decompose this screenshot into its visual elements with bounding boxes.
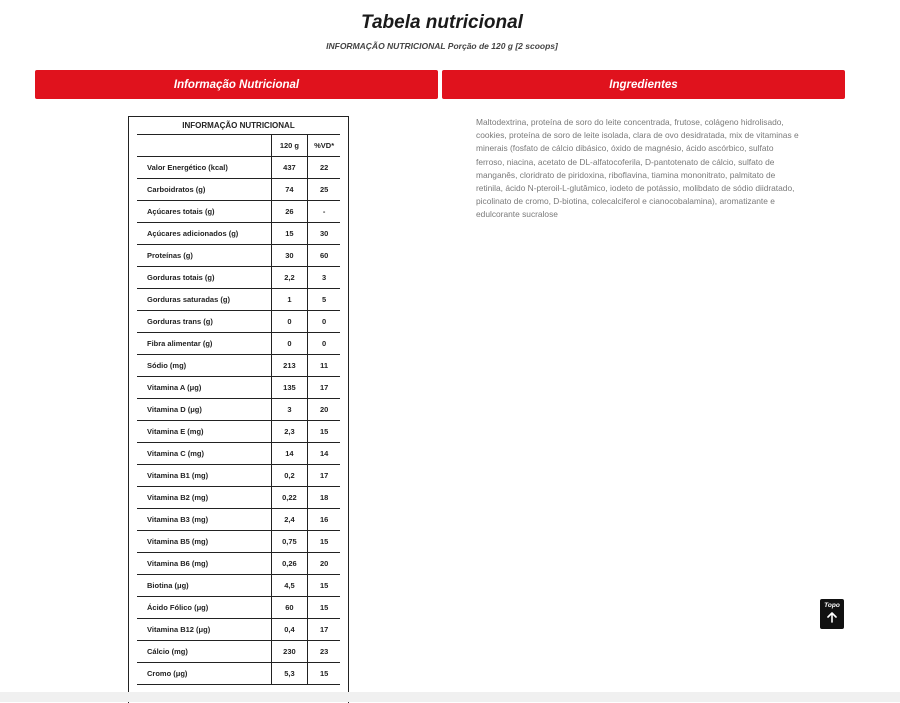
back-to-top-button[interactable] — [820, 599, 844, 629]
nutrient-quantity: 1 — [271, 289, 308, 311]
nutrient-daily-value: 11 — [308, 355, 340, 377]
nutrient-quantity: 0,4 — [271, 619, 308, 641]
nutrient-daily-value: 18 — [308, 487, 340, 509]
nutrition-row — [137, 509, 340, 531]
nutrition-row — [137, 663, 340, 685]
nutrient-name: Gorduras trans (g) — [137, 311, 271, 333]
page-bottom-strip — [0, 692, 900, 702]
nutrient-quantity: 437 — [271, 157, 308, 179]
nutrition-row — [137, 465, 340, 487]
nutrient-name: Cálcio (mg) — [137, 641, 271, 663]
nutrition-row — [137, 179, 340, 201]
nutrient-daily-value: 15 — [308, 575, 340, 597]
nutrition-row — [137, 487, 340, 509]
nutrient-daily-value: 15 — [308, 663, 340, 685]
nutrition-row — [137, 333, 340, 355]
nutrient-quantity: 2,2 — [271, 267, 308, 289]
nutrient-quantity: 0,75 — [271, 531, 308, 553]
nutrient-quantity: 2,4 — [271, 509, 308, 531]
nutrient-name: Carboidratos (g) — [137, 179, 271, 201]
nutrition-row — [137, 553, 340, 575]
nutrition-header-qty: 120 g — [271, 135, 308, 157]
nutrient-name: Fibra alimentar (g) — [137, 333, 271, 355]
nutrient-quantity: 60 — [271, 597, 308, 619]
tab-bar — [35, 70, 845, 99]
page-subtitle: INFORMAÇÃO NUTRICIONAL Porção de 120 g [2 scoops] — [326, 41, 558, 51]
nutrient-daily-value: 20 — [308, 399, 340, 421]
nutrient-quantity: 5,3 — [271, 663, 308, 685]
nutrient-daily-value: 14 — [308, 443, 340, 465]
nutrition-row — [137, 289, 340, 311]
nutrient-name: Proteínas (g) — [137, 245, 271, 267]
nutrient-quantity: 2,3 — [271, 421, 308, 443]
nutrition-row — [137, 245, 340, 267]
nutrient-name: Gorduras saturadas (g) — [137, 289, 271, 311]
nutrition-table-header-row — [137, 135, 340, 157]
nutrition-row — [137, 641, 340, 663]
nutrient-quantity: 74 — [271, 179, 308, 201]
nutrient-name: Vitamina B2 (mg) — [137, 487, 271, 509]
nutrient-name: Vitamina E (mg) — [137, 421, 271, 443]
nutrition-row — [137, 597, 340, 619]
nutrient-quantity: 4,5 — [271, 575, 308, 597]
nutrient-daily-value: 23 — [308, 641, 340, 663]
nutrition-row — [137, 201, 340, 223]
nutrient-daily-value: 15 — [308, 531, 340, 553]
nutrition-table-panel — [128, 116, 349, 703]
nutrient-quantity: 30 — [271, 245, 308, 267]
nutrition-row — [137, 267, 340, 289]
nutrient-name: Vitamina A (μg) — [137, 377, 271, 399]
nutrient-quantity: 26 — [271, 201, 308, 223]
nutrient-quantity: 0 — [271, 311, 308, 333]
nutrition-row — [137, 421, 340, 443]
nutrition-row — [137, 619, 340, 641]
nutrient-daily-value: - — [308, 201, 340, 223]
nutrient-daily-value: 17 — [308, 619, 340, 641]
nutrient-quantity: 213 — [271, 355, 308, 377]
tab-ingredientes[interactable]: Ingredientes — [442, 70, 845, 99]
nutrient-quantity: 230 — [271, 641, 308, 663]
nutrient-daily-value: 17 — [308, 377, 340, 399]
nutrition-row — [137, 157, 340, 179]
nutrient-daily-value: 30 — [308, 223, 340, 245]
tab-informacao-nutricional[interactable]: Informação Nutricional — [35, 70, 438, 99]
nutrient-daily-value: 15 — [308, 597, 340, 619]
nutrient-daily-value: 22 — [308, 157, 340, 179]
nutrient-name: Vitamina B5 (mg) — [137, 531, 271, 553]
nutrition-row — [137, 377, 340, 399]
nutrient-name: Cromo (μg) — [137, 663, 271, 685]
nutrient-daily-value: 60 — [308, 245, 340, 267]
nutrition-row — [137, 311, 340, 333]
nutrition-header-blank — [137, 135, 271, 157]
nutrient-name: Açúcares adicionados (g) — [137, 223, 271, 245]
nutrition-row — [137, 355, 340, 377]
nutrition-row — [137, 223, 340, 245]
nutrient-name: Valor Energético (kcal) — [137, 157, 271, 179]
nutrient-quantity: 3 — [271, 399, 308, 421]
nutrient-name: Vitamina B12 (μg) — [137, 619, 271, 641]
nutrient-daily-value: 17 — [308, 465, 340, 487]
nutrient-daily-value: 25 — [308, 179, 340, 201]
nutrient-quantity: 0,2 — [271, 465, 308, 487]
nutrient-quantity: 0,26 — [271, 553, 308, 575]
nutrition-row — [137, 531, 340, 553]
nutrient-name: Vitamina B3 (mg) — [137, 509, 271, 531]
nutrient-daily-value: 20 — [308, 553, 340, 575]
nutrient-quantity: 15 — [271, 223, 308, 245]
nutrient-daily-value: 5 — [308, 289, 340, 311]
nutrient-name: Vitamina B1 (mg) — [137, 465, 271, 487]
nutrient-daily-value: 15 — [308, 421, 340, 443]
nutrition-row — [137, 575, 340, 597]
nutrition-row — [137, 399, 340, 421]
nutrient-daily-value: 16 — [308, 509, 340, 531]
nutrient-daily-value: 0 — [308, 311, 340, 333]
nutrient-name: Sódio (mg) — [137, 355, 271, 377]
nutrient-quantity: 0,22 — [271, 487, 308, 509]
nutrient-name: Vitamina D (μg) — [137, 399, 271, 421]
nutrient-name: Vitamina C (mg) — [137, 443, 271, 465]
nutrient-name: Ácido Fólico (μg) — [137, 597, 271, 619]
page-title: Tabela nutricional — [361, 12, 523, 33]
nutrient-daily-value: 3 — [308, 267, 340, 289]
nutrient-name: Açúcares totais (g) — [137, 201, 271, 223]
nutrition-header-vd: %VD* — [308, 135, 340, 157]
nutrition-table-body — [137, 157, 340, 685]
nutrient-quantity: 0 — [271, 333, 308, 355]
nutrition-table — [137, 135, 340, 685]
nutrient-name: Gorduras totais (g) — [137, 267, 271, 289]
nutrient-quantity: 135 — [271, 377, 308, 399]
nutrient-daily-value: 0 — [308, 333, 340, 355]
ingredients-text: Maltodextrina, proteína de soro do leite concentrada, frutose, colágeno hidrolisado, cookies, proteína de soro de leite isolada, clara de ovo desidratada, mix de vitaminas e minerais (fosfato de cálcio dibásico, óxido de magnésio, ácido ascórbico, sulfato ferroso, niacina, acetato de DL-alfatocoferila, D-pantotenato de cálcio, sulfato de manganês, cloridrato de piridoxina, riboflavina, tiamina mononitrato, palmitato de retinila, ácido N-pteroil-L-glutâmico, iodeto de potássio, molibdato de sódio diidratado, picolinato de cromo, D-biotina, colecalciferol e cianocobalamina), aromatizante e edulcorante sucralose — [476, 117, 799, 220]
nutrition-row — [137, 443, 340, 465]
nutrient-quantity: 14 — [271, 443, 308, 465]
back-to-top-label: Topo — [824, 602, 840, 609]
nutrient-name: Vitamina B6 (mg) — [137, 553, 271, 575]
nutrient-name: Biotina (μg) — [137, 575, 271, 597]
arrow-up-icon — [827, 609, 837, 628]
nutrition-table-caption: INFORMAÇÃO NUTRICIONAL — [137, 117, 340, 135]
